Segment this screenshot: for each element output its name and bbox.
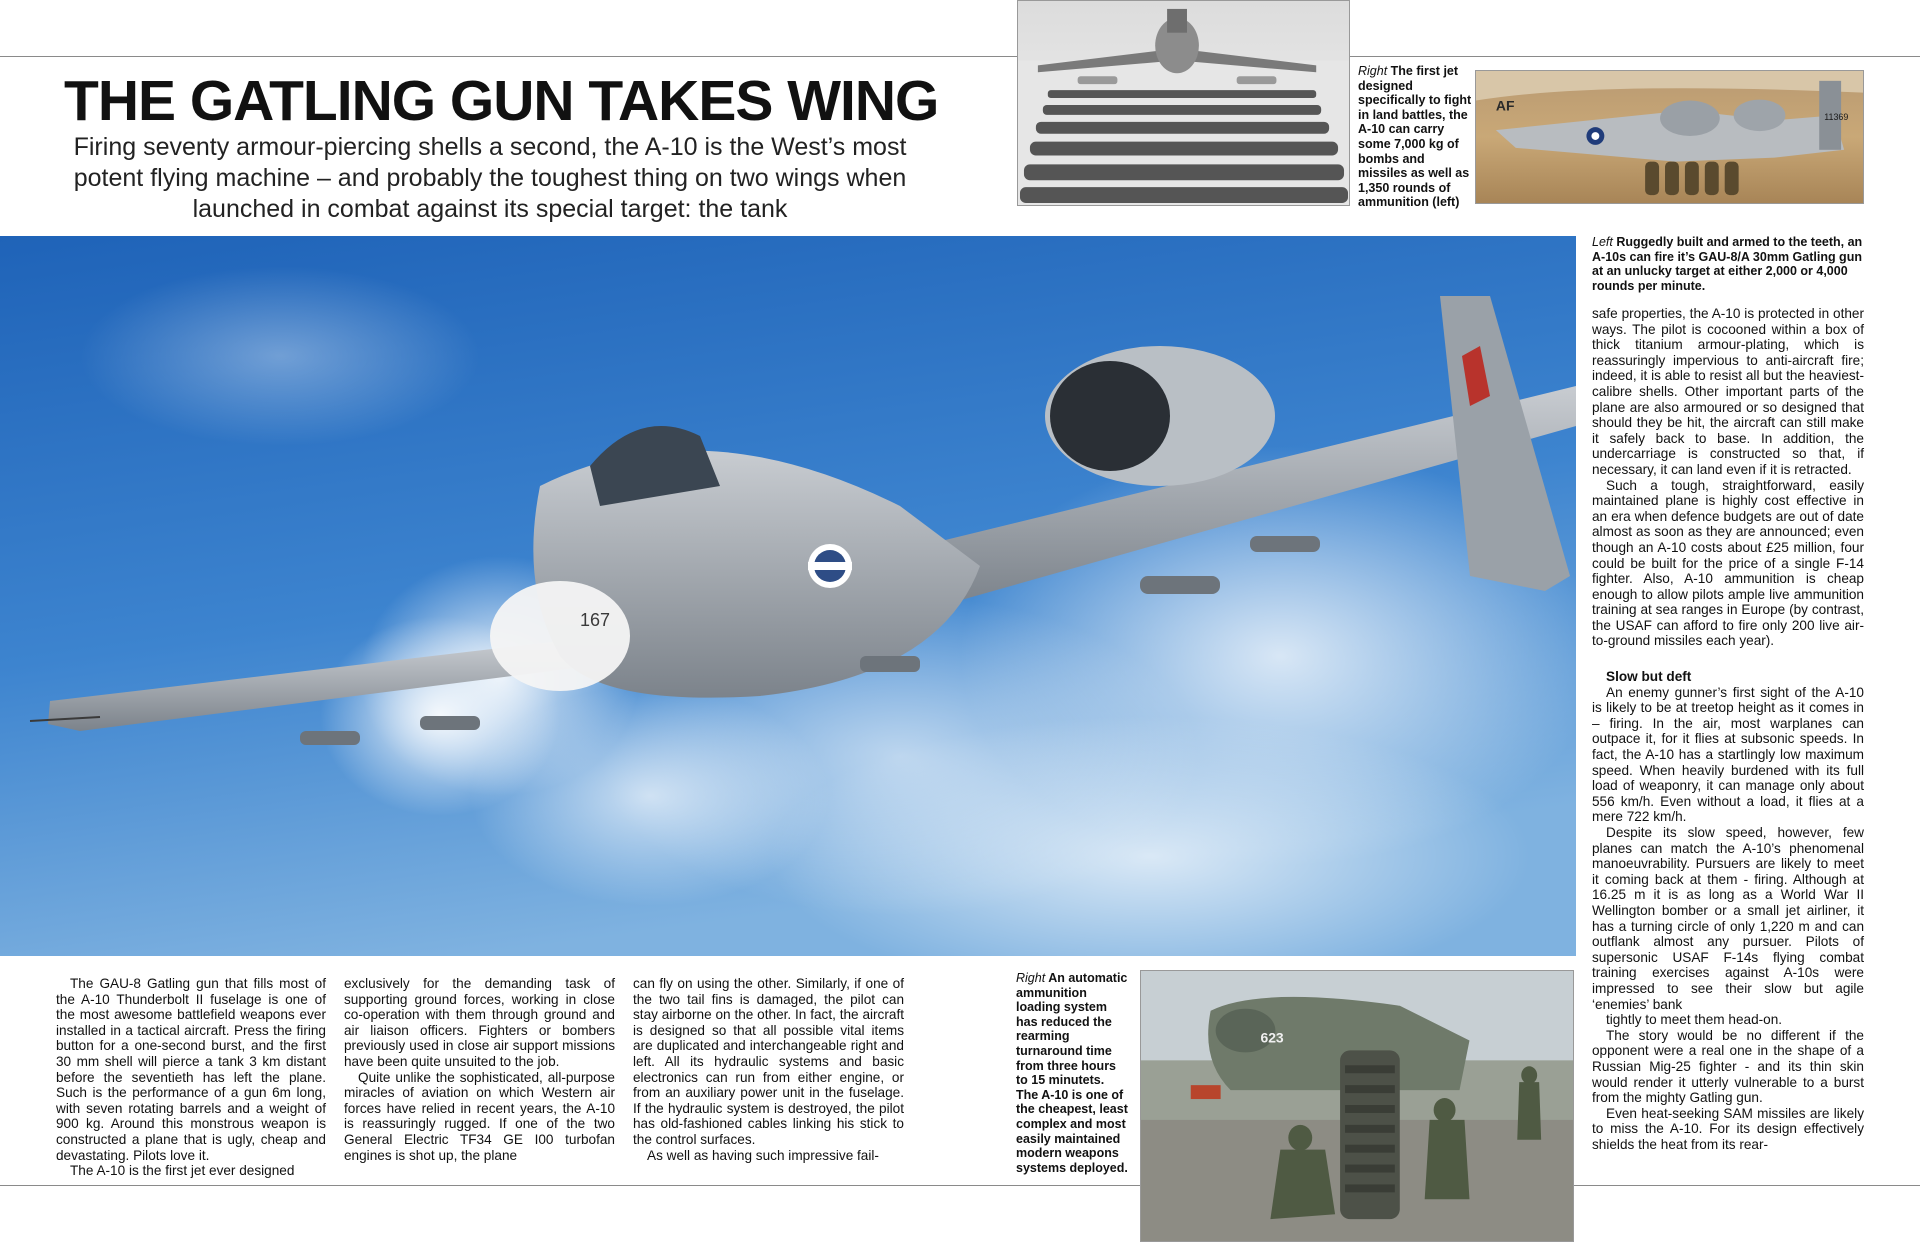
nose-number: 167 [580,610,611,630]
paragraph: exclusively for the demanding task of supporting ground forces, working in close co-operation with them through ground and air liaison officers. Fighters or bombers previously used in close air support missions have been quite unsuited to the job. [344,976,615,1069]
paragraph: safe properties, the A-10 is protected in other ways. The pilot is cocooned within a box of thick titanium armour-plating, which is reassuringly impervious to anti-aircraft fire; indeed, it is able to resist all but the heaviest-calibre shells. Other important parts of the plane are also armoured or so designed that should they be hit, the aircraft can still make it safely back to base. In addition, the undercarriage is constructed so that, if necessary, it can land even if it is retracted. [1592,306,1864,477]
caption-left-gun [1592,235,1864,293]
photo-ammo-loading [1140,970,1574,1242]
body-column-2 [344,976,615,1163]
headline: THE GATLING GUN TAKES WING [64,69,939,133]
bottom-rule [0,1185,1920,1186]
paragraph: Such a tough, straightforward, easily maintained plane is highly cost effective in an era when defence budgets are out of date almost as soon as they are announced; even though an A-10 costs about £25 million, four could be built for the price of a single F-14 fighter. Also, A-10 ammunition is cheap enough to allow pilots ample live ammunition training at sea ranges in Europe (by contrast, the USAF can afford to fire only 200 live air-to-ground missiles each year). [1592,477,1864,649]
caption-top-right [1358,64,1476,210]
paragraph: The A-10 is the first jet ever designed [70,1163,295,1179]
caption-label: Right [1016,971,1046,985]
caption-label: Right [1358,64,1388,78]
paragraph: can fly on using the other. Similarly, if one of the two tail fins is damaged, the pilot can stay airborne on the other. In fact, the aircraft is designed so that all possible vital items are duplicated and interchangeable right and left. All its hydraulic systems and basic electronics can run from either engine, or from an auxiliary power unit in the fuselage. If the hydraulic system is destroyed, the pilot has old-fashioned cables linking his stick to the control surfaces. [633,976,904,1147]
paragraph: The story would be no different if the opponent were a real one in the shape of a Russian Mig-25 fighter - and its thin skin would render it utterly vulnerable to a burst from the mighty Gatling gun. [1592,1027,1864,1106]
caption-bottom-right [1016,971,1128,1175]
body-column-1 [56,976,326,1179]
paragraph: As well as having such impressive fail- [647,1147,879,1163]
paragraph: tightly to meet them head-on. [1606,1012,1783,1028]
body-column-4 [1592,306,1864,1152]
caption-label: Left [1592,235,1613,249]
caption-text: An automatic ammunition loading system has reduced the rearming turnaround time from three hours to 15 minutets. The A-10 is one of the cheapest, least complex and most easily maintained modern weapons systems deployed. [1016,971,1128,1175]
caption-text: Ruggedly built and armed to the teeth, an A-10s can fire it’s GAU-8/A 30mm Gatling gun at an unlucky target at either 2,000 or 4,000 rounds per minute. [1592,235,1863,293]
tail-number: 11369 [1824,112,1849,123]
paragraph: Despite its slow speed, however, few planes can match the A-10’s phenomenal manoeuvrability. Pursuers are likely to meet it coming back at them - firing. Although at 16.25 m it is as long as a World War II Wellington bomber or a small jet airliner, it has a turning circle of only 1,220 m and can outflank almost any pursuer. Pilots of supersonic USAF F-14s flying combat training exercises against A-10s were impressed to see their slow but agile ‘enemies’ bank [1592,825,1864,1012]
caption-text: The first jet designed specifically to fight in land battles, the A-10 can carry some 7,000 kg of bombs and missiles as well as 1,350 rounds of ammunition (left) [1358,64,1472,210]
photo-a10-firing-hero [0,236,1576,956]
nose-number: 623 [1260,1029,1284,1046]
photo-ammo-display [1017,0,1350,206]
top-rule [0,56,1920,57]
paragraph: The GAU-8 Gatling gun that fills most of the A-10 Thunderbolt II fuselage is one of the most awesome battlefield weapons ever installed in a tactical aircraft. Press the firing button for a one-second burst, and the first 30 mm shell will pierce a tank 3 km distant before the seventieth has left the plane. Such is the performance of a gun 6m long, with seven rotating barrels and a weight of 900 kg. Around this monstrous weapon is constructed a plane that is ugly, cheap and devastating. Pilots love it. [56,976,326,1163]
paragraph: An enemy gunner’s first sight of the A-10 is likely to be at treetop height as it comes in – firing. In the air, most warplanes can outpace it, for it flies at subsonic speeds. In fact, the A-10 has a startlingly low maximum speed. When heavily burdened with its full load of weaponry, it can manage only about 556 km/h. Even without a load, it flies at a mere 722 km/h. [1592,684,1864,825]
body-column-3 [633,976,904,1163]
standfirst: Firing seventy armour-piercing shells a second, the A-10 is the West’s most potent flying machine – and probably the toughest thing on two wings when launched in combat against its special target: the tank [73,133,907,223]
af-marking: AF [1495,97,1515,114]
photo-desert-bomb-load [1475,70,1864,204]
paragraph: Quite unlike the sophisticated, all-purpose miracles of aviation on which Western air forces have relied in recent years, the A-10 is reassuringly rugged. If one of the two General Electric TF34 GE I00 turbofan engines is shot up, the plane [344,1069,615,1163]
paragraph: Even heat-seeking SAM missiles are likely to miss the A-10. For its design effectively shields the heat from its rear- [1592,1105,1864,1152]
subhead: Slow but deft [1606,669,1692,685]
